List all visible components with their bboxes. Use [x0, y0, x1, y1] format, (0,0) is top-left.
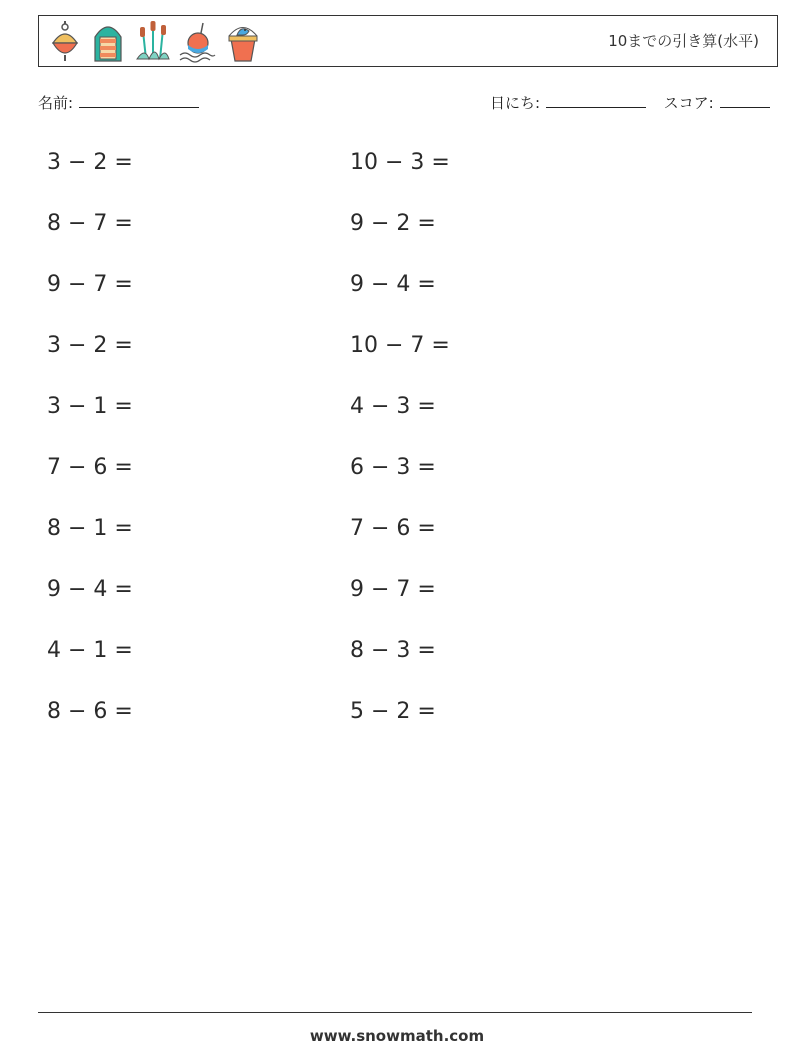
- problem-left-1: 3 − 2 =: [47, 150, 133, 175]
- problem-right-6: 6 − 3 =: [350, 455, 436, 480]
- problem-left-3: 9 − 7 =: [47, 272, 133, 297]
- name-blank: [79, 106, 199, 108]
- problem-right-10: 5 − 2 =: [350, 699, 436, 724]
- fishing-bobber-icon: [45, 19, 85, 63]
- problem-left-2: 8 − 7 =: [47, 211, 133, 236]
- problem-right-5: 4 − 3 =: [350, 394, 436, 419]
- worksheet-title: 10までの引き算(水平): [608, 32, 759, 50]
- problem-right-3: 9 − 4 =: [350, 272, 436, 297]
- date-score-fields: [490, 92, 770, 113]
- problem-right-2: 9 − 2 =: [350, 211, 436, 236]
- problem-left-6: 7 − 6 =: [47, 455, 133, 480]
- problem-left-10: 8 − 6 =: [47, 699, 133, 724]
- problem-right-1: 10 − 3 =: [350, 150, 450, 175]
- footer-url: www.snowmath.com: [309, 1027, 485, 1045]
- score-label: スコア:: [663, 94, 714, 112]
- problem-left-9: 4 − 1 =: [47, 638, 133, 663]
- name-field: [38, 92, 199, 113]
- header-box: [38, 15, 778, 67]
- problem-left-5: 3 − 1 =: [47, 394, 133, 419]
- score-blank: [720, 106, 770, 108]
- problem-right-8: 9 − 7 =: [350, 577, 436, 602]
- problem-right-7: 7 − 6 =: [350, 516, 436, 541]
- footer-divider: [38, 1012, 752, 1013]
- name-label: 名前:: [38, 94, 74, 112]
- bobber-on-water-icon: [177, 19, 217, 63]
- problem-left-4: 3 − 2 =: [47, 333, 133, 358]
- problem-left-7: 8 − 1 =: [47, 516, 133, 541]
- date-blank: [546, 106, 646, 108]
- boat-icon: [88, 19, 128, 63]
- problem-right-9: 8 − 3 =: [350, 638, 436, 663]
- problem-left-8: 9 − 4 =: [47, 577, 133, 602]
- date-label: 日にち:: [490, 94, 541, 112]
- problem-right-4: 10 − 7 =: [350, 333, 450, 358]
- bait-bucket-icon: [223, 19, 263, 63]
- cattail-reeds-icon: [133, 19, 173, 63]
